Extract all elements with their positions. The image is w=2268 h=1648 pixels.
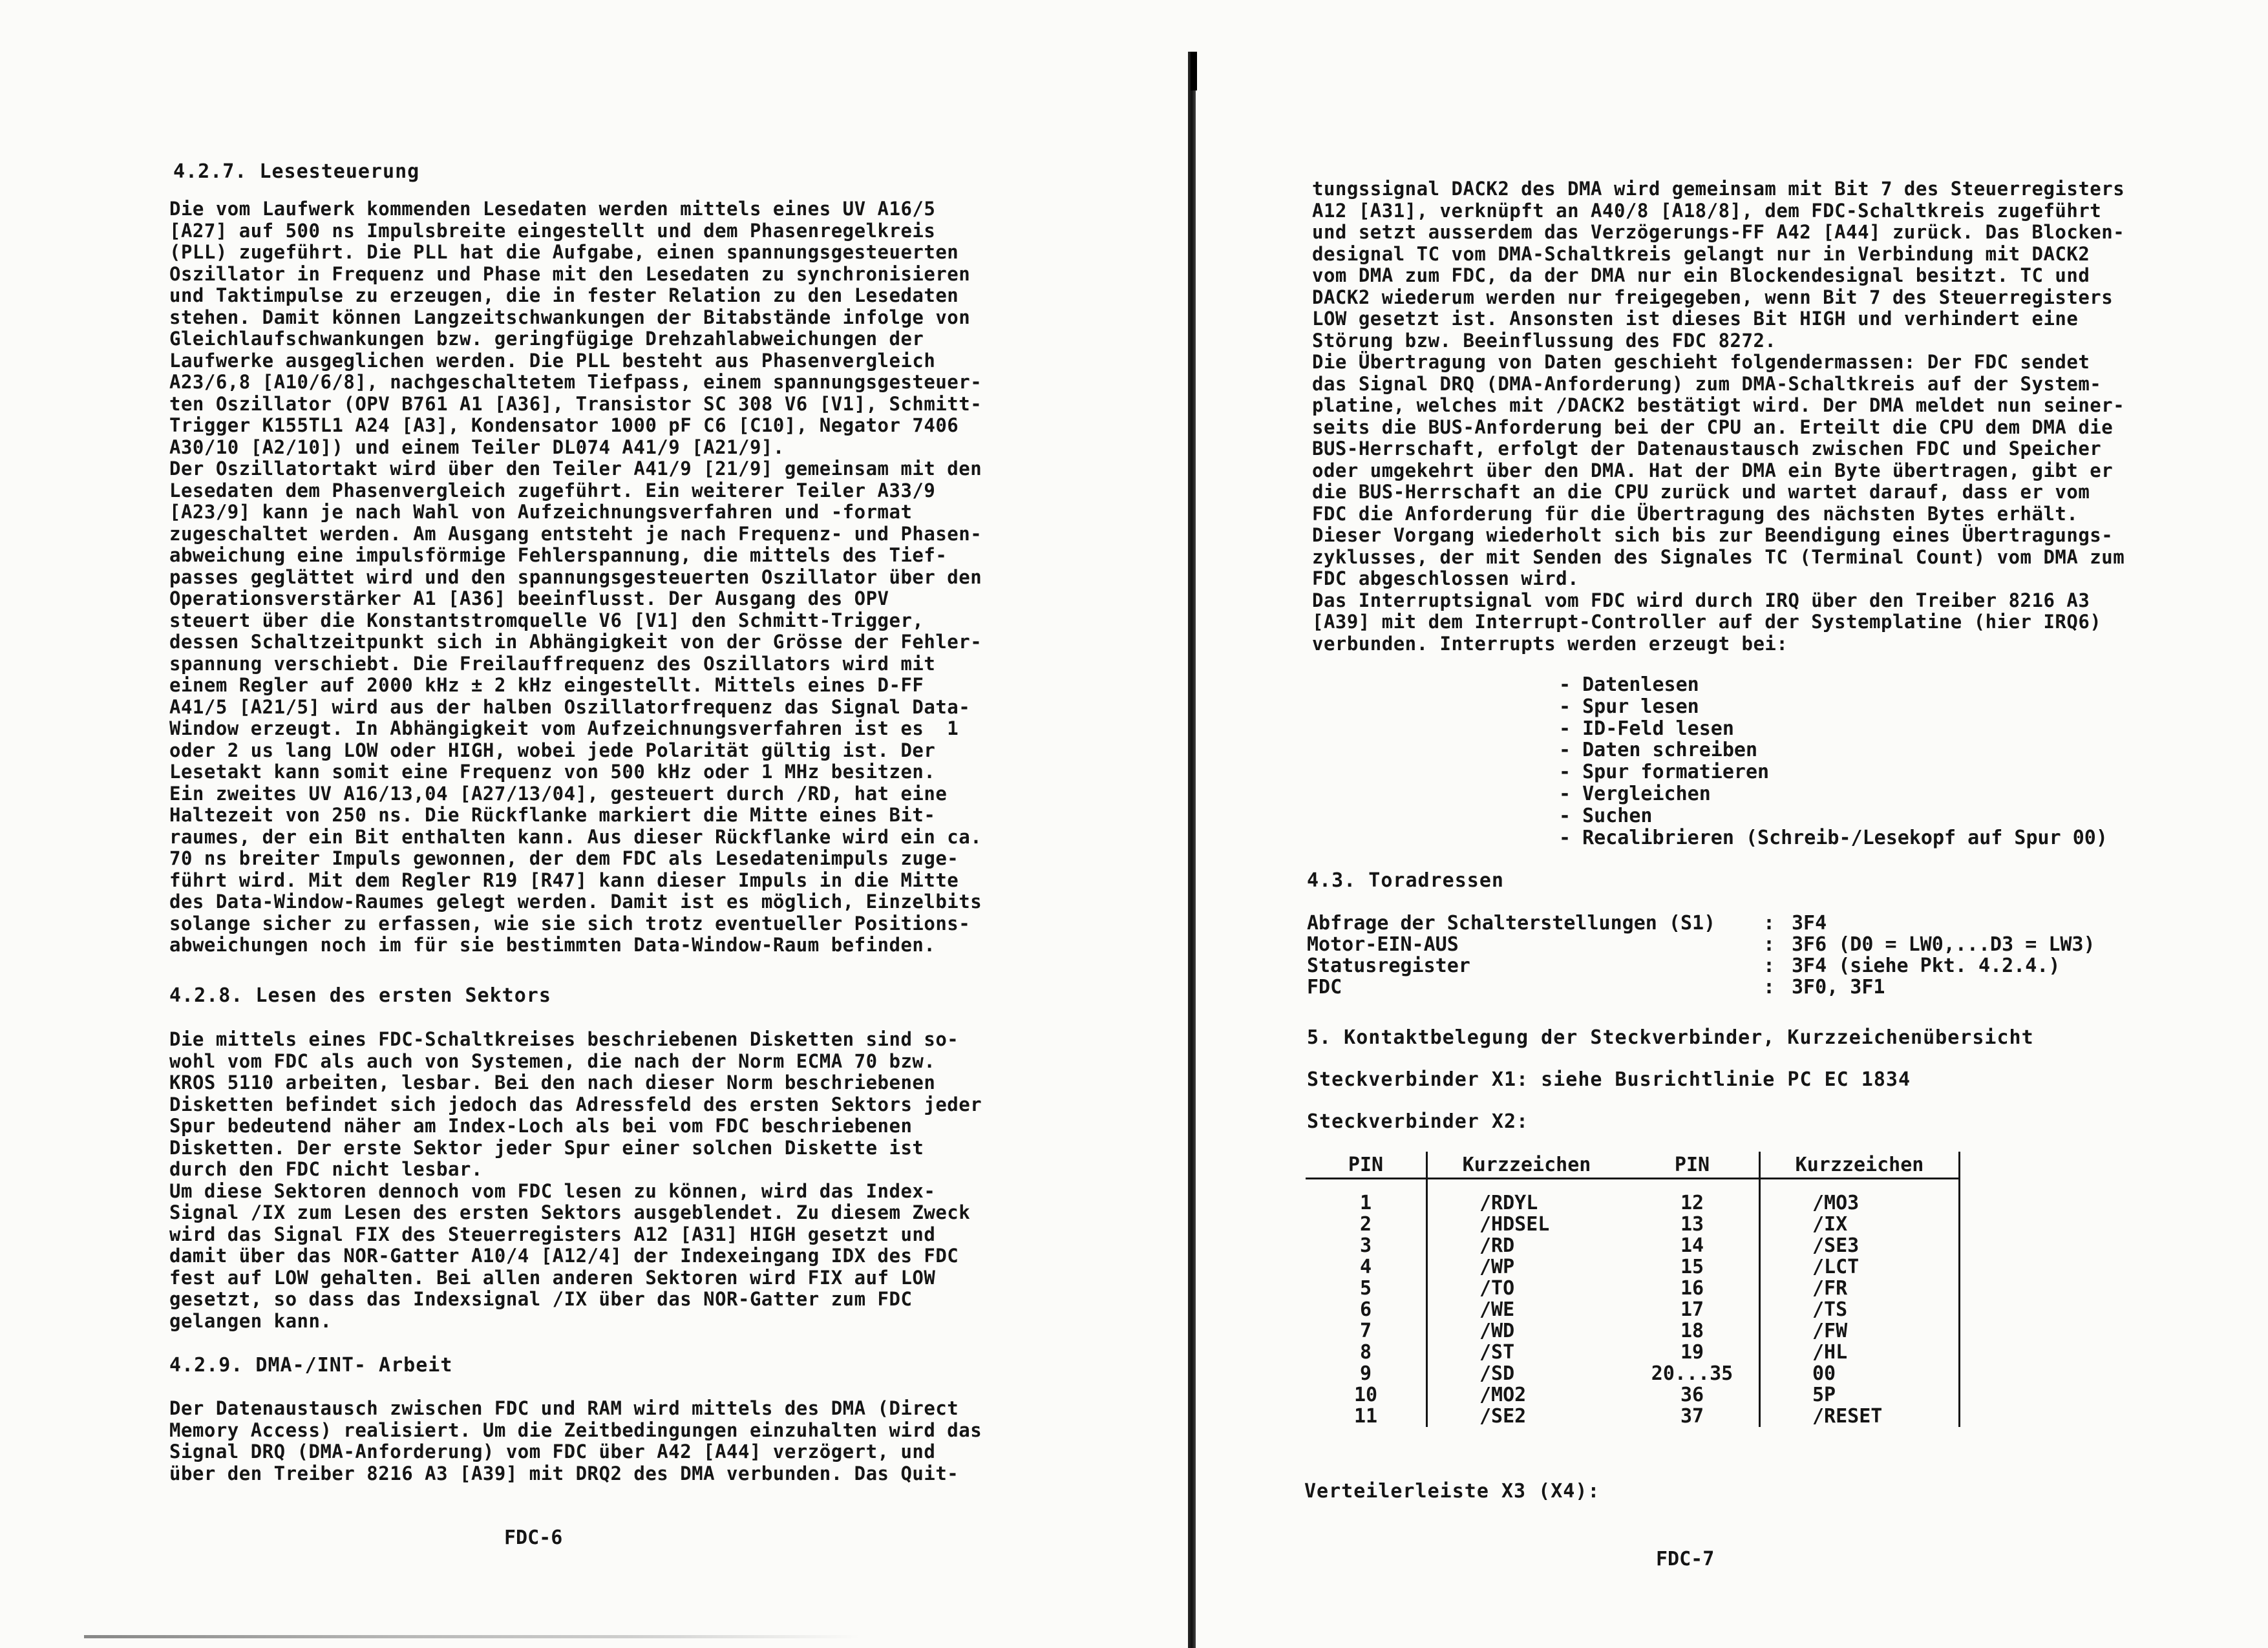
table-cell: /LCT bbox=[1760, 1256, 1960, 1278]
text-line: Signal DRQ (DMA-Anforderung) vom FDC über A42 [A44] verzögert, und bbox=[169, 1441, 936, 1463]
text-line: führt wird. Mit dem Regler R19 [R47] kann dieser Impuls in die Mitte bbox=[169, 869, 959, 891]
text-line: dessen Schaltzeitpunkt sich in Abhängigkeit von der Grösse der Fehler- bbox=[169, 631, 982, 653]
text-line: Gleichlaufschwankungen bzw. geringfügige Drehzahlabweichungen der bbox=[169, 328, 924, 350]
table-cell: 37 bbox=[1680, 1405, 1704, 1428]
text-line: seits die BUS-Anforderung bei der CPU an. Erteilt die CPU dem DMA die bbox=[1312, 416, 2114, 438]
table-cell: 7 bbox=[1359, 1320, 1372, 1342]
table-cell: 5 bbox=[1359, 1277, 1372, 1300]
text-line: verbunden. Interrupts werden erzeugt bei: bbox=[1312, 632, 1788, 655]
text-line: Disketten. Der erste Sektor jeder Spur einer solchen Diskette ist bbox=[169, 1136, 924, 1159]
text-line: passes geglättet wird und den spannungsgesteuerten Oszillator über den bbox=[169, 565, 982, 588]
col-kurz-1: Kurzzeichen bbox=[1427, 1152, 1626, 1179]
text-line: Window erzeugt. In Abhängigkeit vom Aufzeichnungsverfahren ist es 1 bbox=[169, 717, 959, 739]
table-row bbox=[1306, 1363, 1960, 1384]
paragraph-erster-sektor bbox=[169, 1029, 982, 1332]
table-spacer bbox=[1306, 1179, 1960, 1193]
text-line: - Spur lesen bbox=[1559, 695, 1699, 718]
text-line: designal TC vom DMA-Schaltkreis gelangt nur in Verbindung mit DACK2 bbox=[1312, 242, 2090, 265]
text-line: - Datenlesen bbox=[1559, 673, 1699, 696]
x2-line: Steckverbinder X2: bbox=[1307, 1110, 1529, 1133]
address-separator: : bbox=[1763, 912, 1775, 935]
text-line: Die vom Laufwerk kommenden Lesedaten werden mittels eines UV A16/5 bbox=[169, 198, 936, 220]
text-line: Trigger K155TL1 A24 [A3], Kondensator 1000 pF C6 [C10], Negator 7406 bbox=[169, 414, 959, 436]
table-cell: 8 bbox=[1359, 1341, 1372, 1364]
table-cell: 9 bbox=[1359, 1362, 1372, 1385]
text-line: damit über das NOR-Gatter A10/4 [A12/4] der Indexeingang IDX des FDC bbox=[169, 1245, 959, 1267]
text-line: vom DMA zum FDC, da der DMA nur ein Blockendesignal besitzt. TC und bbox=[1312, 264, 2090, 286]
text-line: Das Interruptsignal vom FDC wird durch IRQ über den Treiber 8216 A3 bbox=[1312, 589, 2090, 611]
address-label: Motor-EIN-AUS bbox=[1307, 933, 1459, 956]
paragraph-dma-int bbox=[169, 1398, 982, 1484]
text-line: FDC abgeschlossen wird. bbox=[1312, 567, 1580, 589]
table-cell: 11 bbox=[1353, 1405, 1378, 1428]
text-line: Memory Access) realisiert. Um die Zeitbedingungen einzuhalten wird das bbox=[169, 1419, 982, 1441]
address-value: 3F4 bbox=[1792, 912, 1827, 935]
table-cell: /IX bbox=[1760, 1214, 1960, 1235]
text-line: A41/5 [A21/5] wird aus der halben Oszillatorfrequenz das Signal Data- bbox=[169, 695, 971, 718]
text-line: Lesedaten dem Phasenvergleich zugeführt. Ein weiterer Teiler A33/9 bbox=[169, 479, 936, 502]
heading-5: 5. Kontaktbelegung der Steckverbinder, Kurzzeichenübersicht bbox=[1307, 1026, 2034, 1049]
heading-4-3: 4.3. Toradressen bbox=[1307, 869, 1504, 892]
table-cell: 1 bbox=[1359, 1192, 1372, 1214]
table-cell: 2 bbox=[1359, 1213, 1372, 1236]
text-line: A23/6,8 [A10/6/8], nachgeschaltetem Tiefpass, einem spannungsgesteuer- bbox=[169, 371, 982, 393]
text-line: zyklusses, der mit Senden des Signales TC (Terminal Count) vom DMA zum bbox=[1312, 545, 2125, 568]
text-line: Der Oszillatortakt wird über den Teiler A41/9 [21/9] gemeinsam mit den bbox=[169, 458, 982, 480]
text-line: A12 [A31], verknüpft an A40/8 [A18/8], dem FDC-Schaltkreis zugeführt bbox=[1312, 199, 2102, 222]
text-line: A30/10 [A2/10]) und einem Teiler DL074 A41/9 [A21/9]. bbox=[169, 436, 785, 458]
x1-line: Steckverbinder X1: siehe Busrichtlinie PC EC 1834 bbox=[1307, 1068, 1911, 1091]
table-cell: 10 bbox=[1353, 1384, 1378, 1406]
paragraph-dma-continuation bbox=[1312, 178, 2125, 655]
address-label: Statusregister bbox=[1307, 955, 1470, 977]
text-line: Dieser Vorgang wiederholt sich bis zur Beendigung eines Übertragungs- bbox=[1312, 524, 2114, 546]
address-value: 3F6 (D0 = LW0,...D3 = LW3) bbox=[1792, 933, 2095, 956]
table-cell: /ST bbox=[1427, 1342, 1626, 1363]
text-line: tungssignal DACK2 des DMA wird gemeinsam mit Bit 7 des Steuerregisters bbox=[1312, 178, 2125, 200]
text-line: über den Treiber 8216 A3 [A39] mit DRQ2 des DMA verbunden. Das Quit- bbox=[169, 1462, 959, 1484]
table-cell: /WP bbox=[1427, 1256, 1626, 1278]
col-pin-1: PIN bbox=[1306, 1152, 1427, 1179]
text-line: gelangen kann. bbox=[169, 1309, 332, 1332]
text-line: (PLL) zugeführt. Die PLL hat die Aufgabe, einen spannungsgesteuerten bbox=[169, 241, 959, 263]
text-line: [A23/9] kann je nach Wahl von Aufzeichnungsverfahren und -format bbox=[169, 501, 913, 523]
text-line: oder 2 us lang LOW oder HIGH, wobei jede Polarität gültig ist. Der bbox=[169, 739, 936, 761]
text-line: ten Oszillator (OPV B761 A1 [A36], Transistor SC 308 V6 [V1], Schmitt- bbox=[169, 392, 982, 415]
table-cell: 14 bbox=[1680, 1234, 1704, 1257]
col-kurz-2: Kurzzeichen bbox=[1760, 1152, 1960, 1179]
text-line: zugeschaltet werden. Am Ausgang entsteht je nach Frequenz- und Phasen- bbox=[169, 522, 982, 545]
heading-4-2-7: 4.2.7. Lesesteuerung bbox=[173, 160, 420, 183]
text-line: - Suchen bbox=[1559, 804, 1653, 827]
address-row bbox=[1307, 913, 2212, 934]
text-line: und Taktimpulse zu erzeugen, die in fester Relation zu den Lesedaten bbox=[169, 284, 959, 306]
text-line: Haltezeit von 250 ns. Die Rückflanke markiert die Mitte eines Bit- bbox=[169, 804, 936, 826]
table-cell: /HL bbox=[1760, 1342, 1960, 1363]
text-line: platine, welches mit /DACK2 bestätigt wird. Der DMA meldet nun seiner- bbox=[1312, 394, 2125, 416]
text-line: steuert über die Konstantstromquelle V6 [V1] den Schmitt-Trigger, bbox=[169, 609, 924, 631]
text-line: Disketten befindet sich jedoch das Adressfeld des ersten Sektors jeder bbox=[169, 1093, 982, 1115]
text-line: die BUS-Herrschaft an die CPU zurück und wartet darauf, dass er vom bbox=[1312, 481, 2090, 503]
table-cell: 5P bbox=[1760, 1384, 1960, 1406]
table-cell: 4 bbox=[1359, 1256, 1372, 1278]
table-cell: /RESET bbox=[1760, 1406, 1960, 1427]
address-label: FDC bbox=[1307, 976, 1342, 998]
table-cell: 16 bbox=[1680, 1277, 1704, 1300]
table-row bbox=[1306, 1320, 1960, 1342]
table-cell: /WD bbox=[1427, 1320, 1626, 1342]
table-cell: /TS bbox=[1760, 1299, 1960, 1320]
paragraph-lesesteuerung bbox=[169, 198, 982, 956]
text-line: - Recalibrieren (Schreib-/Lesekopf auf Spur 00) bbox=[1559, 826, 2108, 849]
address-value: 3F0, 3F1 bbox=[1792, 976, 1885, 998]
text-line: einem Regler auf 2000 kHz ± 2 kHz eingestellt. Mittels eines D-FF bbox=[169, 674, 924, 696]
table-row bbox=[1306, 1256, 1960, 1278]
text-line: - Daten schreiben bbox=[1559, 739, 1758, 762]
text-line: 70 ns breiter Impuls gewonnen, der dem FDC als Lesedatenimpuls zuge- bbox=[169, 847, 959, 869]
address-separator: : bbox=[1763, 976, 1775, 998]
text-line: BUS-Herrschaft, erfolgt der Datenaustausch zwischen FDC und Speicher bbox=[1312, 438, 2102, 460]
table-cell: /HDSEL bbox=[1427, 1214, 1626, 1235]
pin-table-header bbox=[1306, 1152, 1960, 1179]
table-row bbox=[1306, 1299, 1960, 1320]
text-line: Ein zweites UV A16/13,04 [A27/13/04], gesteuert durch /RD, hat eine bbox=[169, 782, 948, 805]
pin-table bbox=[1306, 1152, 1960, 1427]
table-cell: /WE bbox=[1427, 1299, 1626, 1320]
address-separator: : bbox=[1763, 933, 1775, 956]
address-value: 3F4 (siehe Pkt. 4.2.4.) bbox=[1792, 955, 2061, 977]
text-line: Die Übertragung von Daten geschieht folgendermassen: Der FDC sendet bbox=[1312, 351, 2090, 373]
text-line: raumes, der ein Bit enthalten kann. Aus dieser Rückflanke wird ein ca. bbox=[169, 825, 982, 848]
table-cell: /SE3 bbox=[1760, 1235, 1960, 1256]
address-separator: : bbox=[1763, 955, 1775, 977]
text-line: Lesetakt kann somit eine Frequenz von 500 kHz oder 1 MHz besitzen. bbox=[169, 761, 936, 783]
text-line: DACK2 wiederum werden nur freigegeben, wenn Bit 7 des Steuerregisters bbox=[1312, 286, 2114, 308]
address-label: Abfrage der Schalterstellungen (S1) bbox=[1307, 912, 1716, 935]
table-cell: /MO3 bbox=[1760, 1192, 1960, 1214]
table-row bbox=[1306, 1214, 1960, 1235]
table-row bbox=[1306, 1384, 1960, 1406]
table-cell: /RD bbox=[1427, 1235, 1626, 1256]
table-cell: 3 bbox=[1359, 1234, 1372, 1257]
text-line: Spur bedeutend näher am Index-Loch als bei vom FDC beschriebenen bbox=[169, 1115, 913, 1137]
table-cell: 6 bbox=[1359, 1298, 1372, 1321]
address-row bbox=[1307, 955, 2212, 977]
text-line: stehen. Damit können Langzeitschwankungen der Bitabstände infolge von bbox=[169, 306, 971, 328]
text-line: und setzt ausserdem das Verzögerungs-FF A42 [A44] zurück. Das Blocken- bbox=[1312, 221, 2125, 243]
table-cell: /SD bbox=[1427, 1363, 1626, 1384]
text-line: abweichungen noch im für sie bestimmten Data-Window-Raum befinden. bbox=[169, 934, 936, 956]
table-cell: 19 bbox=[1680, 1341, 1704, 1364]
text-line: Die mittels eines FDC-Schaltkreises beschriebenen Disketten sind so- bbox=[169, 1028, 959, 1050]
text-line: des Data-Window-Raumes gelegt werden. Damit ist es möglich, Einzelbits bbox=[169, 891, 982, 913]
address-row bbox=[1307, 934, 2212, 955]
table-cell: 00 bbox=[1760, 1363, 1960, 1384]
text-line: [A39] mit dem Interrupt-Controller auf der Systemplatine (hier IRQ6) bbox=[1312, 611, 2102, 633]
table-cell: /MO2 bbox=[1427, 1384, 1626, 1406]
table-cell: 12 bbox=[1680, 1192, 1704, 1214]
table-row bbox=[1306, 1192, 1960, 1214]
table-cell: 18 bbox=[1680, 1320, 1704, 1342]
text-line: wohl vom FDC als auch von Systemen, die nach der Norm ECMA 70 bzw. bbox=[169, 1050, 936, 1072]
text-line: Signal /IX zum Lesen des ersten Sektors ausgeblendet. Zu diesem Zweck bbox=[169, 1201, 971, 1223]
table-cell: /SE2 bbox=[1427, 1406, 1626, 1427]
table-row bbox=[1306, 1406, 1960, 1427]
table-cell: /FW bbox=[1760, 1320, 1960, 1342]
table-cell: 36 bbox=[1680, 1384, 1704, 1406]
x3-line: Verteilerleiste X3 (X4): bbox=[1304, 1480, 1600, 1503]
heading-4-2-8: 4.2.8. Lesen des ersten Sektors bbox=[169, 984, 551, 1007]
table-cell: 15 bbox=[1680, 1256, 1704, 1278]
page-number-right: FDC-7 bbox=[1656, 1548, 1715, 1570]
text-line: FDC die Anforderung für die Übertragung des nächsten Bytes erhält. bbox=[1312, 502, 2079, 525]
table-cell: 13 bbox=[1680, 1213, 1704, 1236]
table-cell: 17 bbox=[1680, 1298, 1704, 1321]
table-row bbox=[1306, 1342, 1960, 1363]
table-cell: /FR bbox=[1760, 1278, 1960, 1299]
port-address-list bbox=[1307, 913, 2212, 998]
col-pin-2: PIN bbox=[1626, 1152, 1760, 1179]
text-line: durch den FDC nicht lesbar. bbox=[169, 1158, 483, 1180]
text-line: KROS 5110 arbeiten, lesbar. Bei den nach dieser Norm beschriebenen bbox=[169, 1072, 936, 1093]
text-line: Der Datenaustausch zwischen FDC und RAM wird mittels des DMA (Direct bbox=[169, 1397, 959, 1419]
text-line: Operationsverstärker A1 [A36] beeinflusst. Der Ausgang des OPV bbox=[169, 587, 889, 609]
table-cell: /RDYL bbox=[1427, 1192, 1626, 1214]
text-line: fest auf LOW gehalten. Bei allen anderen Sektoren wird FIX auf LOW bbox=[169, 1266, 936, 1289]
table-row bbox=[1306, 1278, 1960, 1299]
text-line: das Signal DRQ (DMA-Anforderung) zum DMA-Schaltkreis auf der System- bbox=[1312, 372, 2102, 395]
text-line: LOW gesetzt ist. Ansonsten ist dieses Bit HIGH und verhindert eine bbox=[1312, 308, 2079, 330]
text-line: Um diese Sektoren dennoch vom FDC lesen zu können, wird das Index- bbox=[169, 1179, 936, 1202]
text-line: Störung bzw. Beeinflussung des FDC 8272. bbox=[1312, 329, 1777, 352]
address-row bbox=[1307, 977, 2212, 998]
text-line: - Spur formatieren bbox=[1559, 761, 1770, 784]
text-line: gesetzt, so dass das Indexsignal /IX über das NOR-Gatter zum FDC bbox=[169, 1288, 913, 1310]
text-line: oder umgekehrt über den DMA. Hat der DMA ein Byte übertragen, gibt er bbox=[1312, 459, 2114, 481]
text-line: [A27] auf 500 ns Impulsbreite eingestellt und dem Phasenregelkreis bbox=[169, 219, 936, 242]
interrupt-list bbox=[1559, 674, 2108, 849]
table-row bbox=[1306, 1235, 1960, 1256]
table-cell: /TO bbox=[1427, 1278, 1626, 1299]
text-line: Laufwerke ausgeglichen werden. Die PLL besteht aus Phasenvergleich bbox=[169, 349, 936, 372]
heading-4-2-9: 4.2.9. DMA-/INT- Arbeit bbox=[169, 1354, 453, 1377]
text-line: wird das Signal FIX des Steuerregisters A12 [A31] HIGH gesetzt und bbox=[169, 1223, 936, 1245]
text-line: Oszillator in Frequenz und Phase mit den Lesedaten zu synchronisieren bbox=[169, 262, 971, 285]
text-line: - Vergleichen bbox=[1559, 782, 1711, 805]
text-line: spannung verschiebt. Die Freilauffrequenz des Oszillators wird mit bbox=[169, 652, 936, 675]
table-cell: 20...35 bbox=[1651, 1362, 1733, 1385]
text-line: solange sicher zu erfassen, wie sie sich trotz eventueller Positions- bbox=[169, 912, 971, 935]
page-number-left: FDC-6 bbox=[504, 1527, 563, 1549]
text-line: abweichung eine impulsförmige Fehlerspannung, die mittels des Tief- bbox=[169, 544, 948, 566]
text-line: - ID-Feld lesen bbox=[1559, 717, 1734, 740]
